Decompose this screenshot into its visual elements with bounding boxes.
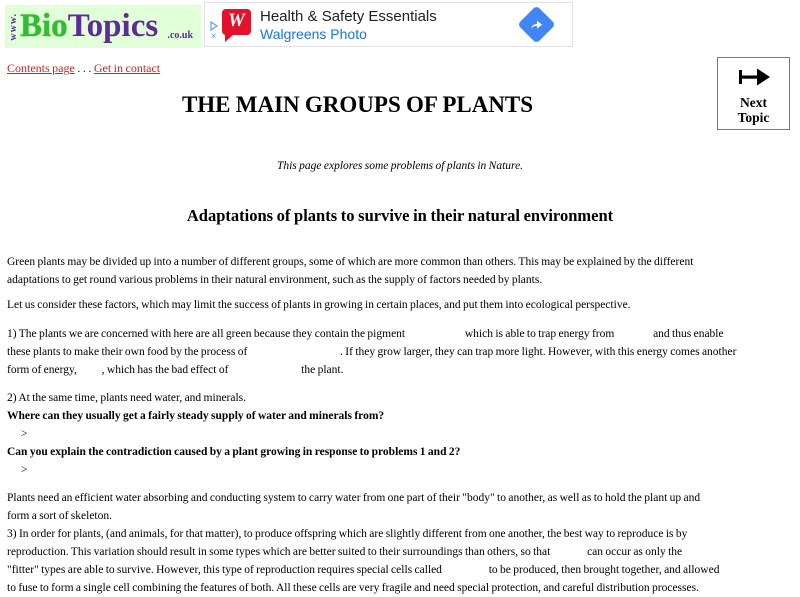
p3-text-3: and thus enable	[653, 328, 724, 340]
answer-blank-gametes	[444, 572, 486, 573]
p3-text-2: which is able to trap energy from	[464, 328, 615, 340]
nav-separator: . . .	[77, 61, 92, 75]
paragraph-problem-3	[7, 525, 800, 597]
next-topic-label	[718, 95, 789, 125]
p3-text-5: . If they grow larger, they can trap more light. However, with this energy comes another	[340, 346, 737, 358]
article-body	[7, 253, 800, 597]
paragraph-factors: Let us consider these factors, which may limit the success of plants in growing in certain places, and put them into ecological perspective.	[7, 299, 631, 311]
paragraph-problem-2	[7, 389, 800, 479]
next-arrow-icon	[736, 65, 772, 89]
answer-blank-energy-form	[79, 372, 99, 373]
p6-text-5: to be produced, then brought together, and allowed	[488, 564, 720, 576]
p6-text-2: reproduction. This variation should result in some types which are better suited to their surroundings than others, so that	[7, 546, 551, 558]
p6-text-4: "fitter" types are able to survive. However, this type of reproduction requires special cells called	[7, 564, 442, 576]
ad-brand-link[interactable]: Walgreens Photo	[260, 26, 367, 42]
answer-blank-evolution	[553, 554, 585, 555]
biotopics-logo[interactable]	[5, 5, 201, 48]
ad-visit-arrow-icon[interactable]	[517, 5, 555, 43]
logo-domain-text: .co.uk	[167, 30, 193, 41]
intro-line-1: Green plants may be divided up into a number of different groups, some of which are more common than others. This may be explained by the different	[7, 256, 694, 268]
p6-text-1: 3) In order for plants, (and animals, for that matter), to produce offspring which are slightly different from one another, the best way to reproduce is by	[7, 528, 688, 540]
question-water-supply: Where can they usually get a fairly steady supply of water and minerals from?	[7, 410, 385, 422]
p6-text-3: can occur as only the	[587, 546, 683, 558]
p3-text-4: these plants to make their own food by the process of	[7, 346, 248, 358]
answer-blank-bad-effect	[231, 372, 299, 373]
ad-text	[260, 6, 523, 43]
paragraph-problem-1	[7, 325, 800, 379]
next-topic-button[interactable]	[717, 57, 790, 130]
p3-text-8: the plant.	[301, 364, 344, 376]
walgreens-logo-icon	[222, 9, 251, 35]
p6-text-6: to fuse to form a single cell combining the features of both. All these cells are very fragile and need special protection, and careful distribution processes.	[7, 582, 699, 594]
question-contradiction: Can you explain the contradiction caused by a plant growing in response to problems 1 and 2?	[7, 446, 461, 458]
answer-prompt-1: >	[21, 428, 28, 440]
p3-text-7: , which has the bad effect of	[101, 364, 229, 376]
paragraph-intro	[7, 253, 800, 289]
answer-blank-energy-source	[617, 336, 651, 337]
p3-text-6: form of energy,	[7, 364, 77, 376]
page-subtitle: This page explores some problems of plants in Nature.	[276, 160, 524, 172]
ad-headline[interactable]: Health & Safety Essentials	[260, 8, 437, 25]
logo-bio-text: Bio	[20, 8, 68, 44]
answer-blank-pigment	[408, 336, 463, 337]
adchoices-icon[interactable]	[210, 21, 218, 31]
top-nav	[7, 60, 800, 76]
ad-banner[interactable]	[204, 2, 573, 47]
walgreens-logo-tail	[225, 34, 234, 42]
p3-text-1: 1) The plants we are concerned with here are all green because they contain the pigment	[7, 328, 406, 340]
header-banner	[0, 0, 800, 47]
walgreens-monogram: W	[228, 10, 245, 31]
intro-line-2: adaptations to get round various problems in their natural environment, such as the supply of factors needed by plants.	[7, 274, 543, 286]
next-topic-line1: Next	[740, 95, 767, 110]
get-in-contact-link[interactable]: Get in contact	[93, 61, 161, 75]
next-topic-line2: Topic	[737, 110, 770, 125]
ad-controls	[207, 21, 220, 42]
problem-2-statement: 2) At the same time, plants need water, and minerals.	[7, 392, 247, 404]
contents-page-link[interactable]: Contents page	[7, 61, 75, 75]
paragraph-water-system	[7, 489, 800, 525]
logo-www-text: www.	[8, 12, 19, 41]
section-heading: Adaptations of plants to survive in their natural environment	[186, 206, 614, 225]
answer-prompt-2: >	[21, 464, 28, 476]
p5-line-1: Plants need an efficient water absorbing and conducting system to carry water from one part of their "body" to another, as well as to hold the plant up and	[7, 492, 701, 504]
page-title: THE MAIN GROUPS OF PLANTS	[181, 92, 534, 117]
logo-topics-text: Topics	[67, 8, 159, 44]
ad-close-icon[interactable]: ×	[210, 31, 217, 42]
p5-line-2: form a sort of skeleton.	[7, 510, 112, 522]
answer-blank-process	[250, 354, 338, 355]
